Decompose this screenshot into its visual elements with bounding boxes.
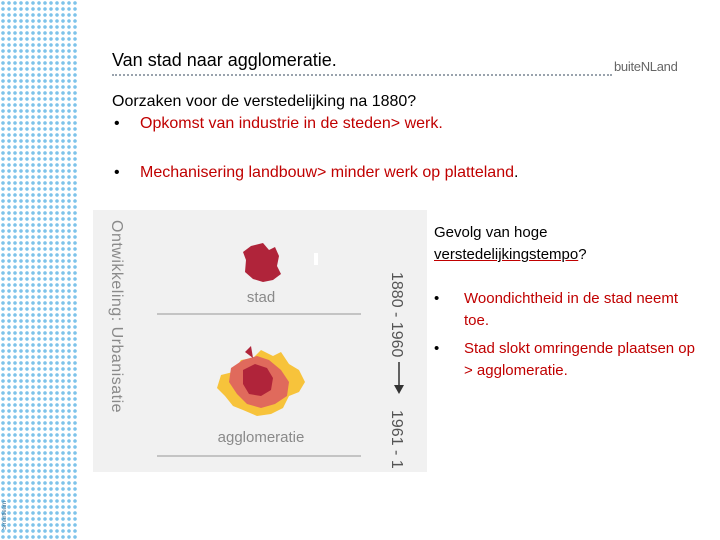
bullet-icon: •: [434, 340, 440, 357]
slide-title: Van stad naar agglomeratie.: [112, 50, 337, 70]
brand-logo: buiteNLand: [614, 59, 678, 74]
consequence-title: Gevolg van hoge verstedelijkingstempo?: [434, 224, 587, 263]
strip-caption: Smartlearn: [2, 500, 8, 530]
urbanisation-diagram: [93, 210, 427, 472]
stad-label: stad: [246, 289, 276, 306]
decorative-dot-pattern: [0, 0, 78, 540]
marker-icon: [314, 253, 318, 265]
cause-text: Opkomst van industrie in de steden> werk.: [140, 115, 443, 132]
bullet-icon: •: [434, 290, 440, 307]
bullet-icon: •: [114, 164, 120, 181]
intro-question: Oorzaken voor de verstedelijking na 1880?: [112, 93, 417, 110]
period-2-label: 1961 - 1: [388, 410, 405, 469]
title-divider: [112, 74, 612, 76]
urbanisation-figure: [93, 210, 427, 472]
bullet-icon: •: [114, 115, 120, 132]
cause-text: Mechanisering landbouw> minder werk op platteland.: [140, 164, 519, 181]
figure-vertical-title: Ontwikkeling: Urbanisatie: [108, 220, 125, 414]
consequence-text: Stad slokt omringende plaatsen op > agglomeratie.: [464, 340, 695, 379]
consequence-text: Woondichtheid in de stad neemt toe.: [464, 290, 679, 329]
period-1-label: 1880 - 1960: [388, 272, 405, 358]
agglomeratie-label: agglomeratie: [217, 429, 305, 446]
